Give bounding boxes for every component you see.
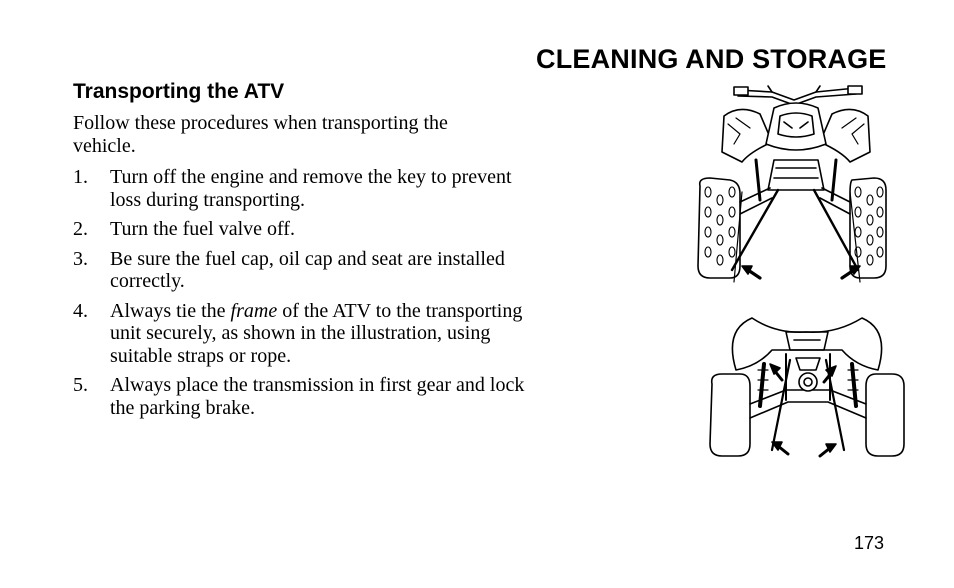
step-number: 2. xyxy=(73,218,88,240)
atv-front-view-icon xyxy=(690,82,902,294)
step-text: Turn off the engine and remove the key to prevent loss during transporting. xyxy=(110,166,512,211)
list-item xyxy=(73,218,543,241)
body-content xyxy=(73,112,543,426)
steps-list xyxy=(73,166,543,419)
step-text: Turn the fuel valve off. xyxy=(110,218,295,240)
list-item xyxy=(73,300,543,368)
atv-rear-view-icon xyxy=(706,310,908,462)
page-title: CLEANING AND STORAGE xyxy=(536,44,887,74)
step-text: Be sure the fuel cap, oil cap and seat are installed correctly. xyxy=(110,247,505,292)
intro-paragraph: Follow these procedures when transporting the vehicle. xyxy=(73,112,448,157)
step-text-emphasis: frame xyxy=(230,299,278,322)
page-number: 173 xyxy=(854,533,885,553)
step-number: 3. xyxy=(73,247,88,270)
step-text: Always place the transmission in first gear and lock the parking brake. xyxy=(110,374,525,419)
step-text xyxy=(110,300,543,368)
step-text-pre: Always tie the xyxy=(110,299,231,322)
step-text-post: of the ATV to the transporting unit securely, as shown in the illustration, using suitable straps or rope. xyxy=(110,299,523,367)
list-item xyxy=(73,374,543,419)
step-number: 1. xyxy=(73,166,88,188)
list-item xyxy=(73,166,543,211)
step-number: 4. xyxy=(73,299,88,322)
step-number: 5. xyxy=(73,374,88,396)
list-item xyxy=(73,248,543,293)
section-heading: Transporting the ATV xyxy=(73,80,285,103)
